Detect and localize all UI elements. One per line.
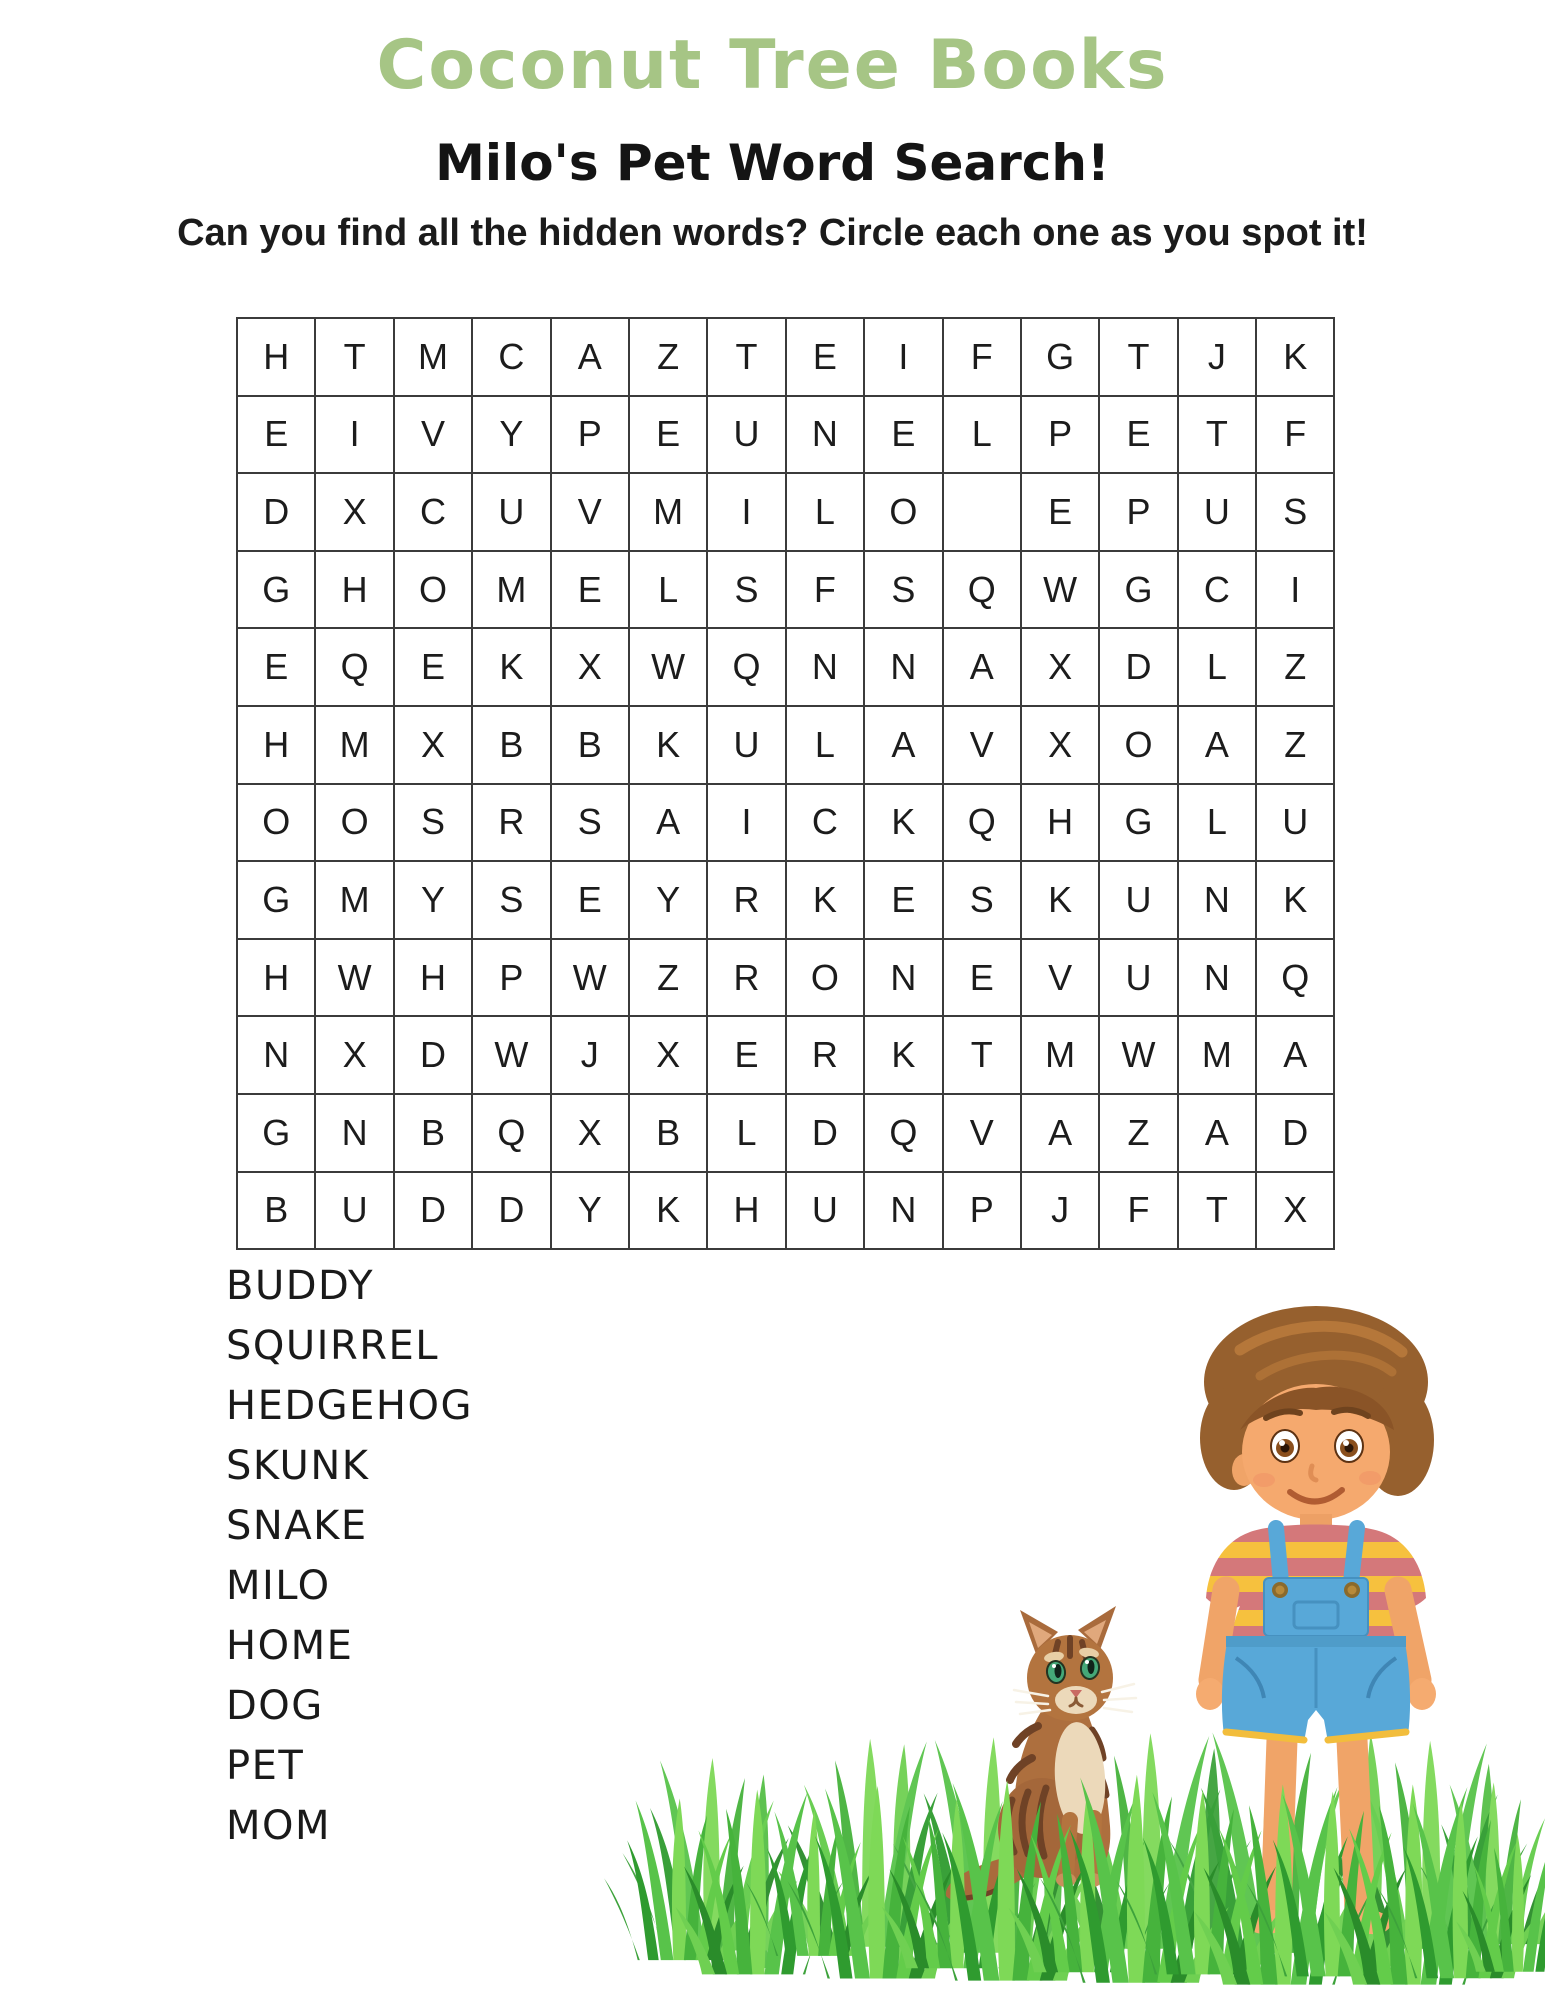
grid-row: [237, 1172, 1334, 1250]
grid-row: [237, 473, 1334, 551]
word-list-item: HOME: [226, 1623, 354, 1669]
grid-cell: D: [394, 1016, 472, 1094]
grid-cell: O: [315, 784, 393, 862]
grid-row: [237, 551, 1334, 629]
grid-cell: L: [629, 551, 707, 629]
grid-cell: A: [864, 706, 942, 784]
grid-cell: G: [237, 1094, 315, 1172]
grid-cell: D: [394, 1172, 472, 1250]
grid-cell: X: [315, 1016, 393, 1094]
grid-cell: A: [1178, 1094, 1256, 1172]
grid-cell: Q: [943, 784, 1021, 862]
grid-cell: G: [1099, 551, 1177, 629]
grid-cell: I: [707, 473, 785, 551]
grid-cell: S: [551, 784, 629, 862]
grid-cell: A: [1256, 1016, 1334, 1094]
grid-cell: X: [629, 1016, 707, 1094]
grid-cell: J: [1178, 318, 1256, 396]
grid-cell: P: [1021, 396, 1099, 474]
grid-cell: Z: [629, 939, 707, 1017]
grid-cell: N: [1178, 939, 1256, 1017]
grid-cell: U: [1256, 784, 1334, 862]
grid-cell: W: [1099, 1016, 1177, 1094]
grid-cell: B: [472, 706, 550, 784]
grid-row: [237, 396, 1334, 474]
grid-cell: U: [707, 396, 785, 474]
grid-cell: N: [864, 628, 942, 706]
grid-cell: W: [472, 1016, 550, 1094]
grid-cell: A: [629, 784, 707, 862]
grid-cell: Y: [629, 861, 707, 939]
grid-cell: N: [864, 939, 942, 1017]
grid-cell: P: [472, 939, 550, 1017]
grid-cell: G: [1021, 318, 1099, 396]
grid-cell: X: [315, 473, 393, 551]
grid-cell: W: [315, 939, 393, 1017]
grid-cell: U: [1178, 473, 1256, 551]
grid-row: [237, 706, 1334, 784]
grid-cell: X: [1256, 1172, 1334, 1250]
grid-cell: I: [315, 396, 393, 474]
grid-cell: C: [472, 318, 550, 396]
grid-cell: K: [1256, 861, 1334, 939]
grid-cell: B: [629, 1094, 707, 1172]
grid-cell: Z: [1256, 628, 1334, 706]
grid-cell: H: [237, 939, 315, 1017]
grid-cell: U: [315, 1172, 393, 1250]
grid-cell: J: [1021, 1172, 1099, 1250]
grid-cell: R: [472, 784, 550, 862]
grid-cell: K: [786, 861, 864, 939]
grid-cell: H: [707, 1172, 785, 1250]
grid-cell: U: [1099, 939, 1177, 1017]
brand-title: Coconut Tree Books: [376, 26, 1169, 105]
grid-cell: U: [707, 706, 785, 784]
grid-cell: I: [1256, 551, 1334, 629]
grid-cell: H: [394, 939, 472, 1017]
boy-illustration: [1196, 1306, 1436, 1936]
grid-row: [237, 861, 1334, 939]
grid-cell: G: [1099, 784, 1177, 862]
grid-cell: Q: [315, 628, 393, 706]
grid-cell: B: [394, 1094, 472, 1172]
grid-row: [237, 784, 1334, 862]
grid-cell: N: [1178, 861, 1256, 939]
grid-cell: D: [1099, 628, 1177, 706]
grid-cell: Z: [629, 318, 707, 396]
grid-cell: Q: [472, 1094, 550, 1172]
grid-cell: A: [551, 318, 629, 396]
grid-cell: R: [707, 939, 785, 1017]
grid-cell: E: [237, 628, 315, 706]
grid-cell: T: [943, 1016, 1021, 1094]
grid-cell: G: [237, 551, 315, 629]
grid-cell: Y: [551, 1172, 629, 1250]
instruction-text: Can you find all the hidden words? Circle each one as you spot it!: [177, 212, 1368, 254]
grid-cell: X: [394, 706, 472, 784]
grid-row: [237, 939, 1334, 1017]
grid-cell: N: [786, 396, 864, 474]
word-search-grid: [236, 317, 1335, 1250]
grid-cell: T: [1178, 1172, 1256, 1250]
grid-cell: Z: [1256, 706, 1334, 784]
grid-cell: R: [786, 1016, 864, 1094]
grid-cell: D: [237, 473, 315, 551]
grid-cell: E: [394, 628, 472, 706]
grid-cell: M: [315, 861, 393, 939]
grid-cell: K: [629, 1172, 707, 1250]
word-list-item: SKUNK: [226, 1443, 370, 1489]
grid-cell: O: [237, 784, 315, 862]
grid-cell: V: [394, 396, 472, 474]
grid-cell: U: [472, 473, 550, 551]
grid-row: [237, 318, 1334, 396]
grid-cell: H: [315, 551, 393, 629]
grid-cell: S: [864, 551, 942, 629]
grid-cell: I: [707, 784, 785, 862]
grid-cell: Z: [1099, 1094, 1177, 1172]
grid-cell: F: [1099, 1172, 1177, 1250]
grid-cell: O: [786, 939, 864, 1017]
grid-cell: B: [551, 706, 629, 784]
grid-cell: S: [472, 861, 550, 939]
grid-cell: L: [1178, 628, 1256, 706]
grid-cell: E: [551, 861, 629, 939]
grid-cell: V: [551, 473, 629, 551]
grid-cell: Q: [1256, 939, 1334, 1017]
grid-cell: A: [1021, 1094, 1099, 1172]
word-list: [226, 1256, 473, 1856]
grid-cell: S: [394, 784, 472, 862]
boy-and-cat-illustration: [600, 1280, 1545, 2000]
grid-cell: E: [551, 551, 629, 629]
grid-cell: P: [551, 396, 629, 474]
grid-cell: E: [237, 396, 315, 474]
grid-cell: Q: [943, 551, 1021, 629]
grid-cell: X: [1021, 706, 1099, 784]
grid-cell: A: [1178, 706, 1256, 784]
word-list-item: HEDGEHOG: [226, 1383, 473, 1429]
grid-cell: V: [1021, 939, 1099, 1017]
grid-cell: O: [1099, 706, 1177, 784]
grid-cell: L: [786, 473, 864, 551]
grid-cell: P: [943, 1172, 1021, 1250]
grid-cell: D: [1256, 1094, 1334, 1172]
grid-cell: E: [629, 396, 707, 474]
grid-cell: S: [1256, 473, 1334, 551]
grid-cell: K: [629, 706, 707, 784]
grid-cell: H: [237, 706, 315, 784]
grid-cell: L: [707, 1094, 785, 1172]
grid-cell: F: [786, 551, 864, 629]
grid-cell: S: [943, 861, 1021, 939]
grid-cell: X: [551, 628, 629, 706]
grid-cell: F: [1256, 396, 1334, 474]
grid-cell: L: [786, 706, 864, 784]
word-list-item: BUDDY: [226, 1263, 375, 1309]
grid-cell: E: [864, 861, 942, 939]
grid-cell: B: [237, 1172, 315, 1250]
grid-cell: G: [237, 861, 315, 939]
grid-cell: R: [707, 861, 785, 939]
word-list-item: PET: [226, 1743, 305, 1789]
grid-cell: K: [864, 784, 942, 862]
page-title: Milo's Pet Word Search!: [435, 134, 1110, 192]
grid-cell: C: [1178, 551, 1256, 629]
grid-cell: J: [551, 1016, 629, 1094]
grid-cell: S: [707, 551, 785, 629]
grid-cell: A: [943, 628, 1021, 706]
grid-cell: C: [786, 784, 864, 862]
grid-cell: Y: [472, 396, 550, 474]
word-search-grid-body: [237, 318, 1334, 1249]
grid-cell: E: [943, 939, 1021, 1017]
grid-cell: M: [1021, 1016, 1099, 1094]
word-list-item: SNAKE: [226, 1503, 368, 1549]
grid-cell: N: [786, 628, 864, 706]
grid-cell: K: [864, 1016, 942, 1094]
grid-cell: T: [315, 318, 393, 396]
grid-cell: E: [1021, 473, 1099, 551]
grid-cell: N: [864, 1172, 942, 1250]
grid-row: [237, 628, 1334, 706]
grid-cell: D: [472, 1172, 550, 1250]
grid-row: [237, 1094, 1334, 1172]
grid-cell: H: [1021, 784, 1099, 862]
grid-cell: U: [1099, 861, 1177, 939]
grid-cell: L: [943, 396, 1021, 474]
grid-cell: M: [472, 551, 550, 629]
word-list-item: MILO: [226, 1563, 331, 1609]
grid-cell: T: [707, 318, 785, 396]
grid-cell: Q: [707, 628, 785, 706]
grid-cell: N: [237, 1016, 315, 1094]
word-list-item: DOG: [226, 1683, 324, 1729]
grid-cell: U: [786, 1172, 864, 1250]
grid-cell: T: [1178, 396, 1256, 474]
grid-cell: Q: [864, 1094, 942, 1172]
grid-cell: E: [786, 318, 864, 396]
grid-cell: O: [864, 473, 942, 551]
grid-cell: X: [1021, 628, 1099, 706]
grid-cell: O: [394, 551, 472, 629]
grid-cell: M: [1178, 1016, 1256, 1094]
grid-cell: W: [629, 628, 707, 706]
grid-cell: K: [1256, 318, 1334, 396]
grid-cell: E: [1099, 396, 1177, 474]
grid-cell: K: [472, 628, 550, 706]
grid-cell: E: [707, 1016, 785, 1094]
grid-cell: M: [629, 473, 707, 551]
grid-cell: M: [315, 706, 393, 784]
grid-cell: W: [551, 939, 629, 1017]
grid-cell: F: [943, 318, 1021, 396]
grid-cell: L: [1178, 784, 1256, 862]
grid-cell: E: [864, 396, 942, 474]
grid-cell: D: [786, 1094, 864, 1172]
grid-cell: K: [1021, 861, 1099, 939]
grid-cell: I: [864, 318, 942, 396]
grid-cell: V: [943, 1094, 1021, 1172]
grid-row: [237, 1016, 1334, 1094]
grid-cell: T: [1099, 318, 1177, 396]
grid-cell: X: [551, 1094, 629, 1172]
grid-cell: H: [237, 318, 315, 396]
grid-cell: M: [394, 318, 472, 396]
grid-cell: W: [1021, 551, 1099, 629]
grid-cell: N: [315, 1094, 393, 1172]
word-list-item: SQUIRREL: [226, 1323, 440, 1369]
grid-cell: C: [394, 473, 472, 551]
word-list-item: MOM: [226, 1803, 332, 1849]
grid-cell: Y: [394, 861, 472, 939]
grid-cell: P: [1099, 473, 1177, 551]
grid-cell: V: [943, 706, 1021, 784]
grid-cell: [943, 473, 1021, 551]
